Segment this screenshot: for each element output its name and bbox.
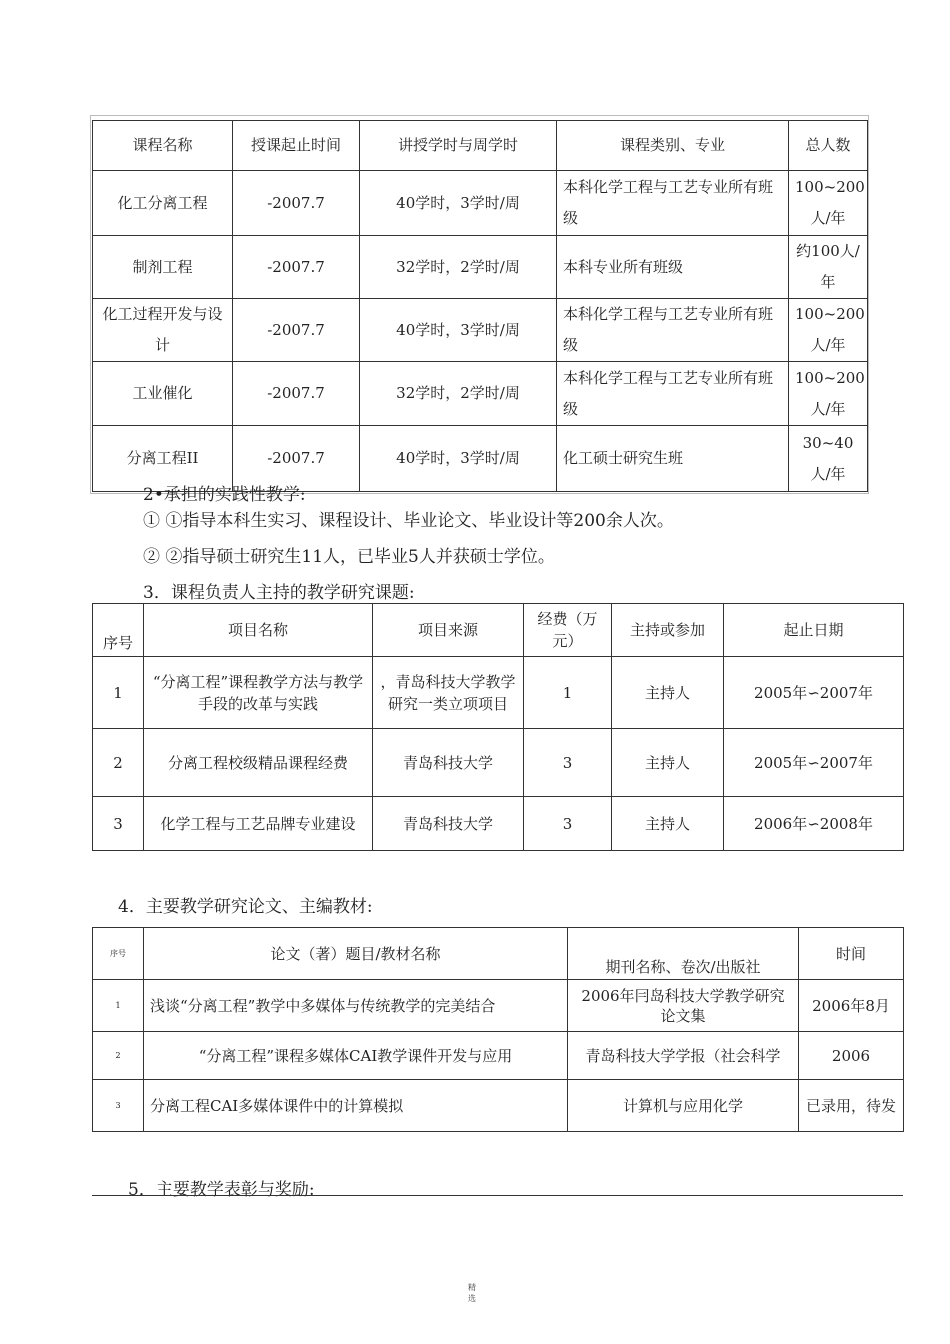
course-total: 约100人/年	[789, 236, 868, 299]
course-total: 100~200人/年	[789, 171, 868, 236]
header-time: 时间	[799, 928, 904, 980]
header-dates: 起止日期	[724, 604, 904, 657]
paper-title: 浅谈“分离工程”教学中多媒体与传统教学的完美结合	[144, 980, 568, 1032]
practice-heading: 2•承担的实践性教学:	[143, 485, 306, 505]
header-total: 总人数	[789, 121, 868, 171]
table-row	[93, 362, 868, 426]
header-role: 主持或参加	[612, 604, 724, 657]
paper-journal: 青岛科技大学学报（社会科学	[568, 1032, 799, 1080]
research-table	[92, 603, 904, 851]
course-name: 工业催化	[93, 362, 233, 426]
research-funding: 3	[524, 797, 612, 851]
table-row	[93, 797, 904, 851]
practice-item-1: ① ①指导本科生实习、课程设计、毕业论文、毕业设计等200余人次。	[143, 511, 674, 531]
header-category: 课程类别、专业	[557, 121, 789, 171]
research-dates: 2006年∽2008年	[724, 797, 904, 851]
paper-title: “分离工程”课程多媒体CAI教学课件开发与应用	[144, 1032, 568, 1080]
research-heading: 3．课程负责人主持的教学研究课题:	[143, 583, 415, 603]
course-table	[92, 120, 868, 492]
course-category: 化工硕士研究生班	[557, 426, 789, 492]
research-role: 主持人	[612, 797, 724, 851]
paper-title: 分离工程CAI多媒体课件中的计算模拟	[144, 1080, 568, 1132]
paper-time: 2006年8月	[799, 980, 904, 1032]
table-row	[93, 236, 868, 299]
header-funding: 经费（万元）	[524, 604, 612, 657]
course-category: 本科专业所有班级	[557, 236, 789, 299]
research-no: 3	[93, 797, 144, 851]
paper-time: 已录用，待发	[799, 1080, 904, 1132]
course-total: 100~200人/年	[789, 362, 868, 426]
table-row	[93, 299, 868, 362]
paper-no: 2	[93, 1032, 144, 1080]
research-funding: 1	[524, 657, 612, 729]
paper-no: 3	[93, 1080, 144, 1132]
course-category: 本科化学工程与工艺专业所有班级	[557, 171, 789, 236]
research-dates: 2005年∽2007年	[724, 729, 904, 797]
course-hours: 32学时，2学时/周	[360, 362, 557, 426]
page-footer	[468, 1282, 476, 1304]
research-no: 2	[93, 729, 144, 797]
paper-no: 1	[93, 980, 144, 1032]
course-period: -2007.7	[233, 236, 360, 299]
course-category: 本科化学工程与工艺专业所有班级	[557, 362, 789, 426]
research-role: 主持人	[612, 657, 724, 729]
research-source: ，青岛科技大学教学研究一类立项项目	[373, 657, 524, 729]
table-row	[93, 657, 904, 729]
table-row	[93, 980, 904, 1032]
course-name: 化工分离工程	[93, 171, 233, 236]
course-period: -2007.7	[233, 362, 360, 426]
awards-divider	[92, 1195, 903, 1196]
table-row	[93, 1032, 904, 1080]
research-name: “分离工程”课程教学方法与教学手段的改革与实践	[144, 657, 373, 729]
research-dates: 2005年∽2007年	[724, 657, 904, 729]
header-source: 项目来源	[373, 604, 524, 657]
awards-heading: 5．主要教学表彰与奖励:	[128, 1180, 315, 1200]
course-total: 30~40人/年	[789, 426, 868, 492]
course-hours: 40学时，3学时/周	[360, 299, 557, 362]
header-journal: 期刊名称、卷次/出版社	[568, 928, 799, 980]
research-header-row	[93, 604, 904, 657]
research-name: 化学工程与工艺品牌专业建设	[144, 797, 373, 851]
course-hours: 40学时，3学时/周	[360, 426, 557, 492]
footer-line-1: 精	[468, 1283, 476, 1292]
papers-table	[92, 927, 904, 1132]
course-name: 分离工程II	[93, 426, 233, 492]
header-hours: 讲授学时与周学时	[360, 121, 557, 171]
header-no: 序号	[93, 928, 144, 980]
footer-line-2: 选	[468, 1294, 476, 1303]
header-no: 序号	[93, 604, 144, 657]
research-source: 青岛科技大学	[373, 797, 524, 851]
header-period: 授课起止时间	[233, 121, 360, 171]
header-title: 论文（著）题目/教材名称	[144, 928, 568, 980]
paper-journal: 2006年冃岛科技大学教学研究论文集	[568, 980, 799, 1032]
course-header-row	[93, 121, 868, 171]
header-project-name: 项目名称	[144, 604, 373, 657]
research-source: 青岛科技大学	[373, 729, 524, 797]
table-row	[93, 729, 904, 797]
course-name: 制剂工程	[93, 236, 233, 299]
paper-journal: 计算机与应用化学	[568, 1080, 799, 1132]
course-hours: 40学时，3学时/周	[360, 171, 557, 236]
practice-item-2: ② ②指导硕士研究生11人，已毕业5人并获硕士学位。	[143, 547, 555, 567]
research-no: 1	[93, 657, 144, 729]
course-hours: 32学时，2学时/周	[360, 236, 557, 299]
course-name: 化工过程开发与设计	[93, 299, 233, 362]
research-funding: 3	[524, 729, 612, 797]
research-name: 分离工程校级精品课程经费	[144, 729, 373, 797]
course-category: 本科化学工程与工艺专业所有班级	[557, 299, 789, 362]
table-row	[93, 171, 868, 236]
table-row	[93, 1080, 904, 1132]
paper-time: 2006	[799, 1032, 904, 1080]
course-total: 100~200人/年	[789, 299, 868, 362]
papers-header-row	[93, 928, 904, 980]
papers-heading: 4．主要教学研究论文、主编教材:	[118, 897, 373, 917]
research-role: 主持人	[612, 729, 724, 797]
course-period: -2007.7	[233, 299, 360, 362]
course-period: -2007.7	[233, 171, 360, 236]
header-course-name: 课程名称	[93, 121, 233, 171]
course-period: -2007.7	[233, 426, 360, 492]
